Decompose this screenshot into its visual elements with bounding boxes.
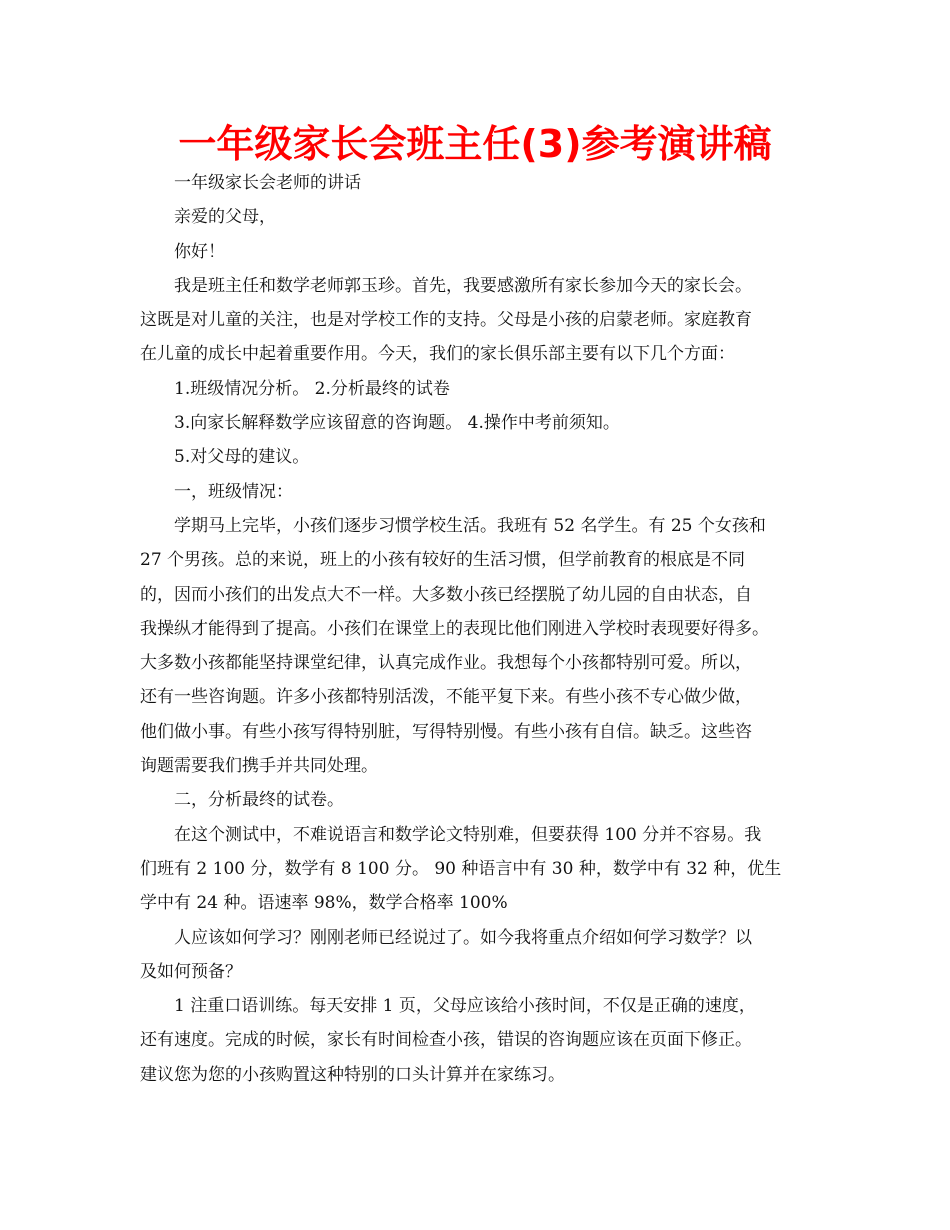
paragraph-line: 我操纵才能得到了提高。小孩们在课堂上的表现比他们刚进入学校时表现要好得多。 (140, 618, 769, 639)
paragraph-line: 我是班主任和数学老师郭玉珍。首先，我要感激所有家长参加今天的家长会。 (174, 275, 752, 296)
paragraph-line: 1 注重口语训练。每天安排 1 页，父母应该给小孩时间，不仅是正确的速度， (174, 996, 756, 1017)
document-body (140, 166, 820, 1092)
paragraph-line: 在儿童的成长中起着重要作用。今天，我们的家长俱乐部主要有以下几个方面： (140, 344, 735, 365)
paragraph-line: 们班有 2 100 分，数学有 8 100 分。 90 种语言中有 30 种，数学中有 32 种，优生 (140, 858, 782, 879)
paragraph-line: 建议您为您的小孩购置这种特别的口头计算并在家练习。 (140, 1064, 565, 1085)
paragraph-line: 3.向家长解释数学应该留意的咨询题。 4.操作中考前须知。 (174, 413, 620, 434)
paragraph-line: 及如何预备？ (140, 961, 242, 982)
paragraph-line: 二，分析最终的试卷。 (174, 790, 344, 811)
paragraph-line: 询题需要我们携手并共同处理。 (140, 756, 378, 777)
paragraph-line: 在这个测试中，不难说语言和数学论文特别难，但要获得 100 分并不容易。我 (174, 824, 762, 845)
paragraph-line: 学期马上完毕，小孩们逐步习惯学校生活。我班有 52 名学生。有 25 个女孩和 (174, 515, 766, 536)
paragraph-line: 人应该如何学习？刚刚老师已经说过了。如今我将重点介绍如何学习数学？以 (174, 927, 752, 948)
paragraph-line: 这既是对儿童的关注，也是对学校工作的支持。父母是小孩的启蒙老师。家庭教育 (140, 310, 752, 331)
paragraph-line: 27 个男孩。总的来说，班上的小孩有较好的生活习惯，但学前教育的根底是不同 (140, 550, 746, 571)
paragraph-line: 还有速度。完成的时候，家长有时间检查小孩，错误的咨询题应该在页面下修正。 (140, 1030, 752, 1051)
paragraph-line: 大多数小孩都能坚持课堂纪律，认真完成作业。我想每个小孩都特别可爱。所以， (140, 653, 752, 674)
paragraph-line: 学中有 24 种。语速率 98%，数学合格率 100% (140, 893, 508, 914)
paragraph-line: 5.对父母的建议。 (174, 447, 310, 468)
document-title: 一年级家长会班主任(3)参考演讲稿 (178, 122, 772, 166)
paragraph-line: 他们做小事。有些小孩写得特别脏，写得特别慢。有些小孩有自信。缺乏。这些咨 (140, 721, 752, 742)
paragraph-line: 你好！ (174, 241, 225, 262)
paragraph-line: 的，因而小孩们的出发点大不一样。大多数小孩已经摆脱了幼儿园的自由状态，自 (140, 584, 752, 605)
paragraph-line: 还有一些咨询题。许多小孩都特别活泼，不能平复下来。有些小孩不专心做少做， (140, 687, 752, 708)
paragraph-line: 一年级家长会老师的讲话 (174, 173, 361, 193)
paragraph-line: 亲爱的父母， (174, 207, 276, 228)
paragraph-line: 1.班级情况分析。 2.分析最终的试卷 (174, 378, 450, 399)
paragraph-line: 一，班级情况： (174, 481, 293, 502)
